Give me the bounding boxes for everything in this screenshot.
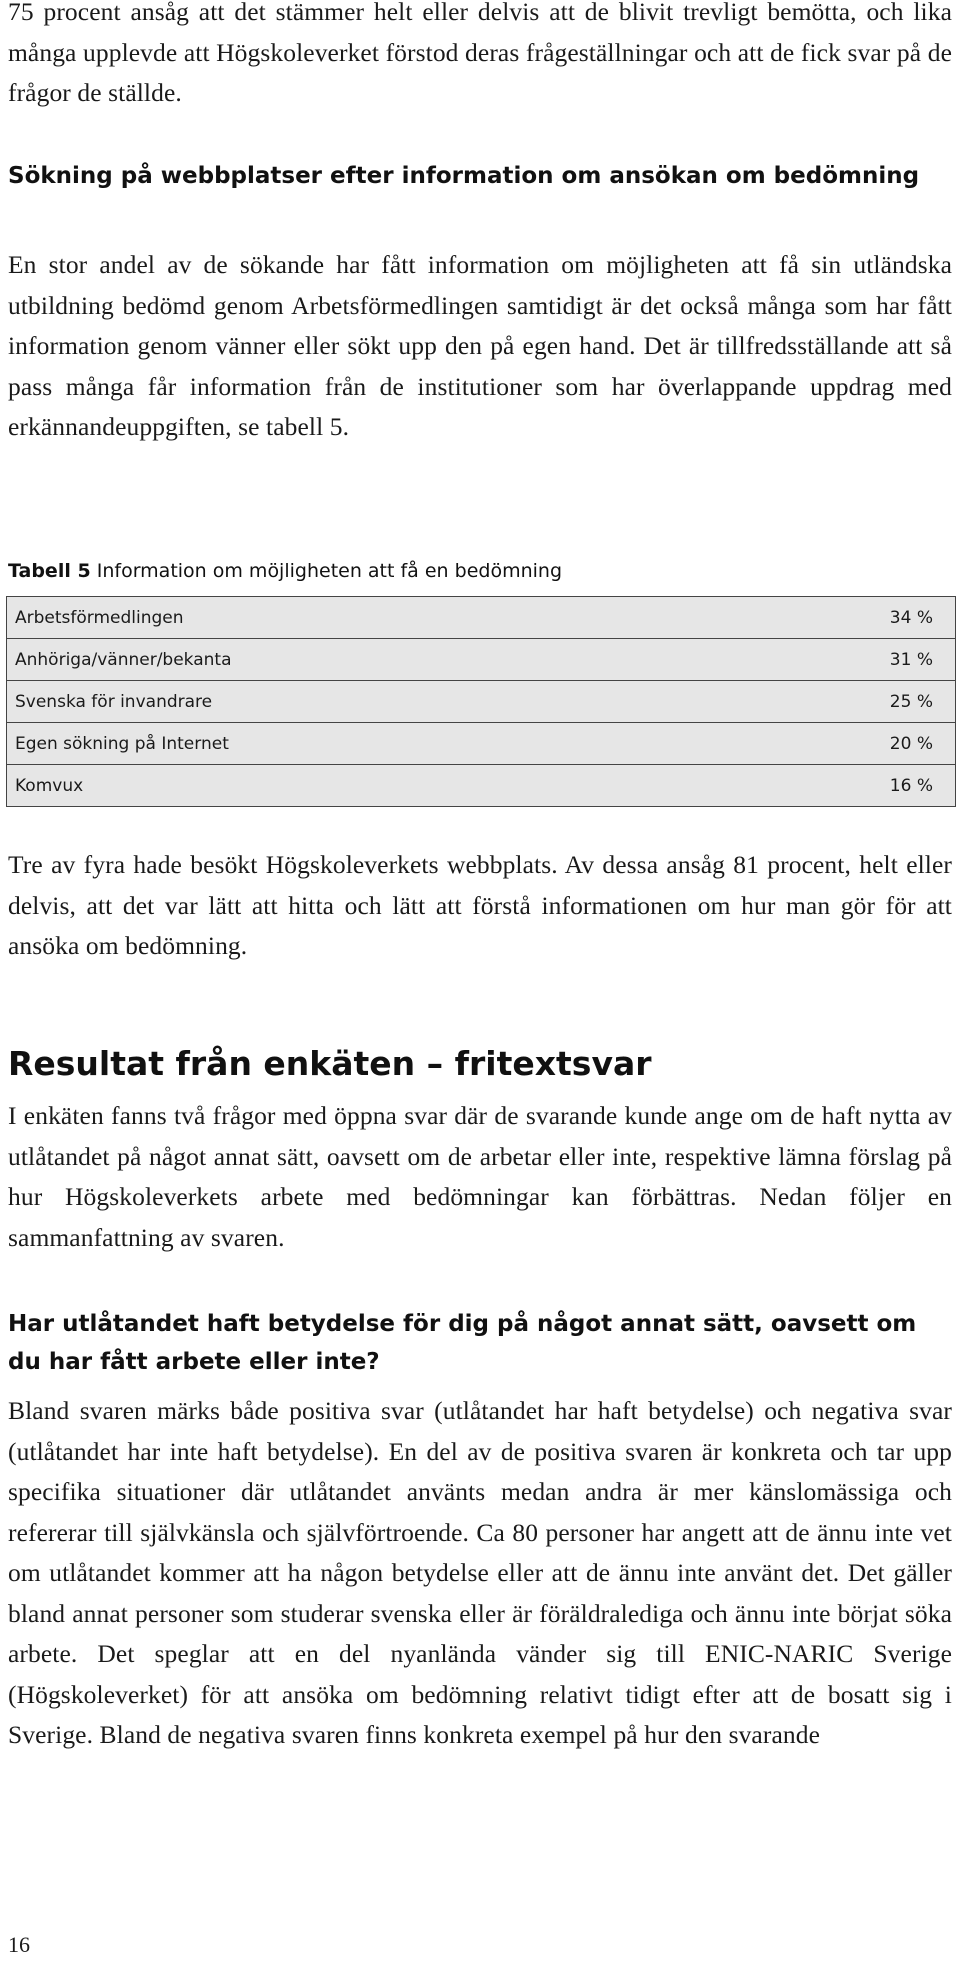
intro-paragraph: 75 procent ansåg att det stämmer helt eller delvis att de blivit trevligt bemötta, och lika många upplevde att Högskoleverket förstod deras frågeställningar och att de fick svar på de frågor de ställde. — [8, 0, 952, 107]
table-row — [7, 723, 955, 765]
table-row — [7, 681, 955, 723]
table-cell-source: Egen sökning på Internet — [15, 733, 229, 754]
section-har-heading-block — [0, 1305, 960, 1381]
table-cell-share: 16 % — [889, 775, 933, 796]
information-table — [6, 596, 956, 807]
section-paragraph-resultat: I enkäten fanns två frågor med öppna svar där de svarande kunde ange om de haft nytta av utlåtandet på något annat sätt, oavsett om de arbetar eller inte, respektive lämna förslag på hur Högskoleverkets arbete med bedömningar kan förbättras. Nedan följer en sammanfattning av svaren. — [8, 1101, 952, 1252]
table-caption — [8, 556, 562, 586]
section-sokning-paragraph-block — [0, 245, 960, 448]
table-caption-label: Tabell 5 — [8, 560, 91, 582]
intro-paragraph-block — [0, 0, 960, 114]
section-heading-resultat: Resultat från enkäten – fritextsvar — [8, 1044, 652, 1083]
section-sokning-heading-block — [0, 157, 960, 195]
table-cell-source: Svenska för invandrare — [15, 691, 213, 712]
table-row — [7, 765, 955, 807]
section-heading-har: Har utlåtandet haft betydelse för dig på något annat sätt, oavsett om du har fått arbete eller inte? — [8, 1311, 917, 1375]
section-paragraph-har: Bland svaren märks både positiva svar (utlåtandet har haft betydelse) och negativa svar (utlåtandet har inte haft betydelse). En del av de positiva svaren är konkreta och tar upp specifika situationer där utlåtandet använts medan andra är mer känslomässiga och refererar till självkänsla och självförtroende. Ca 80 personer har angett att de ännu inte vet om utlåtandet kommer att ha någon betydelse eller att de ännu inte använt det. Det gäller bland annat personer som studerar svenska eller är föräldralediga och ännu inte börjat söka arbete. Det speglar att en del nyanlända vänder sig till ENIC-NARIC Sverige (Högskoleverket) för att ansöka om bedömning relativt tidigt efter att de bosatt sig i Sverige. Bland de negativa svaren finns konkreta exempel på hur den svarande — [8, 1396, 952, 1749]
section-heading-sokning: Sökning på webbplatser efter information om ansökan om bedömning — [8, 163, 920, 189]
paragraph-tre-block — [0, 845, 960, 967]
table-cell-source: Arbetsförmedlingen — [15, 607, 184, 628]
table-cell-share: 25 % — [889, 691, 933, 712]
section-resultat-heading-block — [0, 1042, 960, 1086]
table-cell-share: 34 % — [889, 607, 933, 628]
table-caption-text: Information om möjligheten att få en bedömning — [96, 560, 563, 582]
paragraph-webbplats: Tre av fyra hade besökt Högskoleverkets webbplats. Av dessa ansåg 81 procent, helt eller delvis, att det var lätt att hitta och lätt att förstå informationen om hur man gör för att ansöka om bedömning. — [8, 850, 952, 960]
table-row — [7, 639, 955, 681]
table-cell-source: Anhöriga/vänner/bekanta — [15, 649, 232, 670]
section-paragraph-sokning: En stor andel av de sökande har fått information om möjligheten att få sin utländska utbildning bedömd genom Arbetsförmedlingen samtidigt är det också många som har fått information genom vänner eller sökt upp den på egen hand. Det är tillfredsställande att så pass många får information från de institutioner som har överlappande uppdrag med erkännandeuppgiften, se tabell 5. — [8, 250, 952, 441]
table-cell-share: 20 % — [889, 733, 933, 754]
table-cell-share: 31 % — [889, 649, 933, 670]
table-row — [7, 597, 955, 639]
page-number: 16 — [8, 1932, 30, 1957]
section-resultat-paragraph-block — [0, 1096, 960, 1258]
table-cell-source: Komvux — [15, 775, 84, 796]
section-har-paragraph-block — [0, 1391, 960, 1756]
